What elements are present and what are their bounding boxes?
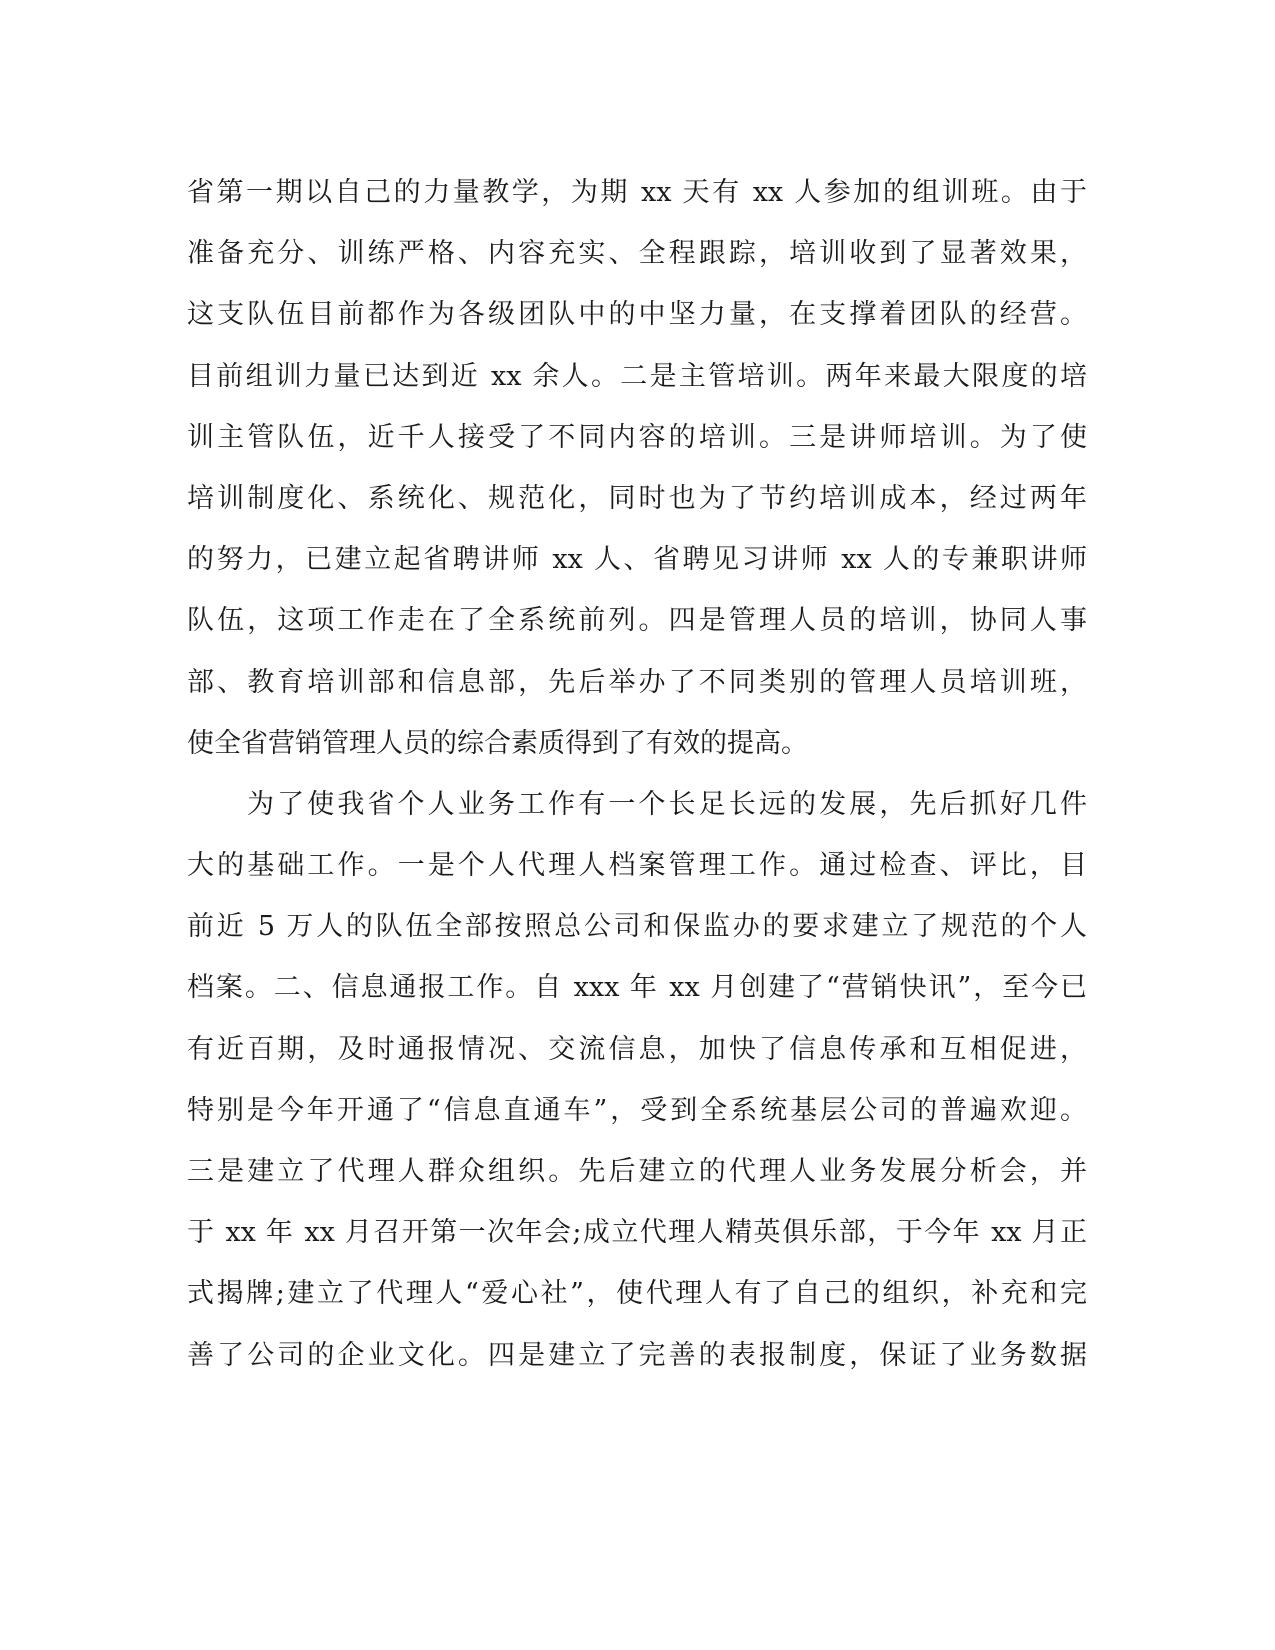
text-line: 目前组训力量已达到近 xx 余人。二是主管培训。两年来最大限度的培 (187, 360, 1087, 392)
text-line: 大的基础工作。一是个人代理人档案管理工作。通过检查、评比，目 (187, 850, 1087, 882)
text-line: 这支队伍目前都作为各级团队中的中坚力量，在支撑着团队的经营。 (187, 299, 1087, 331)
text-line: 使全省营销管理人员的综合素质得到了有效的提高。 (187, 727, 808, 759)
text-line: 三是建立了代理人群众组织。先后建立的代理人业务发展分析会，并 (187, 1156, 1087, 1187)
text-line: 省第一期以自己的力量教学，为期 xx 天有 xx 人参加的组训班。由于 (187, 177, 1087, 208)
text-line: 善了公司的企业文化。四是建立了完善的表报制度，保证了业务数据 (187, 1339, 1087, 1371)
paragraph-start-line: 为了使我省个人业务工作有一个长足长远的发展，先后抓好几件 (247, 788, 1087, 820)
text-line: 档案。二、信息通报工作。自 xxx 年 xx 月创建了“营销快讯”，至今已 (187, 972, 1087, 1004)
text-line: 式揭牌;建立了代理人“爱心社”，使代理人有了自己的组织，补充和完 (187, 1278, 1087, 1310)
text-line: 的努力，已建立起省聘讲师 xx 人、省聘见习讲师 xx 人的专兼职讲师 (187, 544, 1087, 576)
text-line: 有近百期，及时通报情况、交流信息，加快了信息传承和互相促进， (187, 1033, 1087, 1065)
text-line: 特别是今年开通了“信息直通车”，受到全系统基层公司的普遍欢迎。 (187, 1094, 1087, 1126)
text-line: 部、教育培训部和信息部，先后举办了不同类别的管理人员培训班， (187, 666, 1087, 698)
text-line: 准备充分、训练严格、内容充实、全程跟踪，培训收到了显著效果， (187, 238, 1087, 270)
text-line: 训主管队伍，近千人接受了不同内容的培训。三是讲师培训。为了使 (187, 421, 1087, 453)
body-text (187, 162, 1087, 1386)
text-line: 于 xx 年 xx 月召开第一次年会;成立代理人精英俱乐部，于今年 xx 月正 (187, 1217, 1087, 1249)
text-line: 培训制度化、系统化、规范化，同时也为了节约培训成本，经过两年 (187, 482, 1087, 514)
text-line: 队伍，这项工作走在了全系统前列。四是管理人员的培训，协同人事 (187, 605, 1087, 637)
text-line: 前近 5 万人的队伍全部按照总公司和保监办的要求建立了规范的个人 (187, 911, 1087, 943)
